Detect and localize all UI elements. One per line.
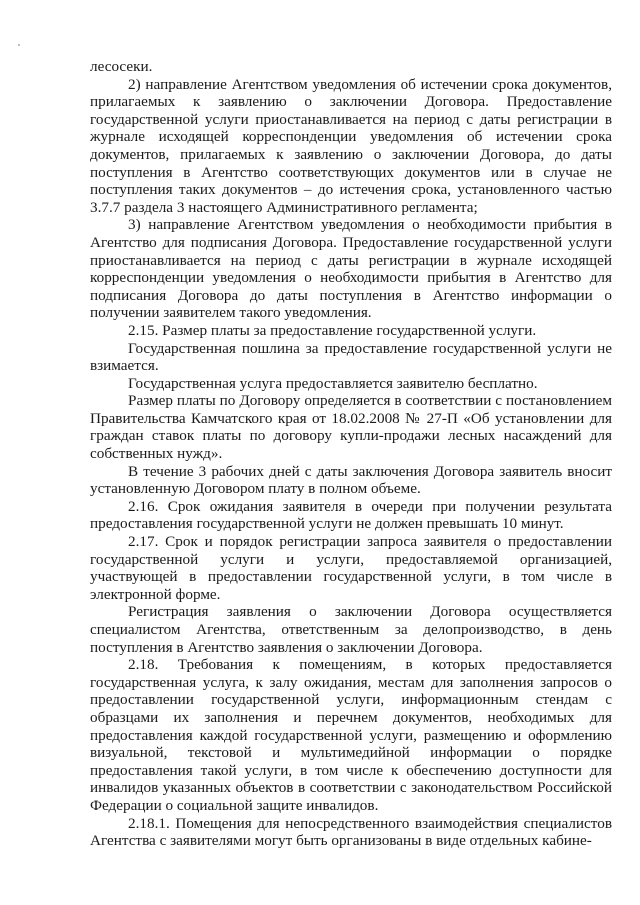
paragraph-fee: Государственная пошлина за предоставление государственной услуги не взимается.: [90, 339, 612, 375]
scan-speck: [18, 44, 20, 46]
paragraph-payment-amount: Размер платы по Договору определяется в соответствии с постановлением Правительства Камчатского края от 18.02.2008 № 27-П «Об установлении для граждан ставок платы по договору купли-продажи лесных насаждений для собственных нужд».: [90, 392, 612, 463]
paragraph-registration: Регистрация заявления о заключении Договора осуществляется специалистом Агентства, ответственным за делопроизводство, в день поступления в Агентство заявления о заключении Договора.: [90, 603, 612, 656]
paragraph-item-3: 3) направление Агентством уведомления о необходимости прибытия в Агентство для подписания Договора. Предоставление государственной услуги приостанавливается на период с даты регистрации в журнале исходящей корреспонденции уведомления о необходимости прибытия в Агентство для подписания Договора до даты поступления в Агентство информации о получении заявителем такого уведомления.: [90, 216, 612, 322]
section-2-16: 2.16. Срок ожидания заявителя в очереди при получении результата предоставления государственной услуги не должен превышать 10 минут.: [90, 497, 612, 533]
paragraph-free-service: Государственная услуга предоставляется заявителю бесплатно.: [128, 374, 538, 392]
section-2-17: 2.17. Срок и порядок регистрации запроса заявителя о предоставлении государственной услуги и услуги, предоставляемой организацией, участвующей в предоставлении государственной услуги, в том числе в электронной форме.: [90, 533, 612, 603]
document-body: [90, 58, 612, 850]
paragraph-payment-term: В течение 3 рабочих дней с даты заключения Договора заявитель вносит установленную Договором плату в полном объеме.: [90, 462, 612, 498]
paragraph-item-2: 2) направление Агентством уведомления об истечении срока документов, прилагаемых к заявлению о заключении Договора. Предоставление государственной услуги приостанавливается на период с даты регистрации в журнале исходящей корреспонденции уведомления об истечении срока документов, прилагаемых к заявлению о заключении Договора, до даты поступления в Агентство соответствующих документов или в случае не поступления таких документов – до истечения срока, установленного частью 3.7.7 раздела 3 настоящего Административного регламента;: [90, 75, 612, 216]
section-2-18-1: 2.18.1. Помещения для непосредственного взаимодействия специалистов Агентства с заявителями могут быть организованы в виде отдельных кабине-: [90, 814, 612, 850]
paragraph-continuation: лесосеки.: [90, 58, 153, 75]
section-heading-2-15: 2.15. Размер платы за предоставление государственной услуги.: [128, 321, 537, 339]
section-2-18: 2.18. Требования к помещениям, в которых предоставляется государственная услуга, к залу ожидания, местам для заполнения запросов о предоставлении государственной услуги, информационным стендам с образцами их заполнения и перечнем документов, необходимых для предоставления каждой государственной услуги, размещению и оформлению визуальной, текстовой и мультимедийной информации о порядке предоставления такой услуги, в том числе к обеспечению доступности для инвалидов указанных объектов в соответствии с законодательством Российской Федерации о социальной защите инвалидов.: [90, 656, 612, 814]
